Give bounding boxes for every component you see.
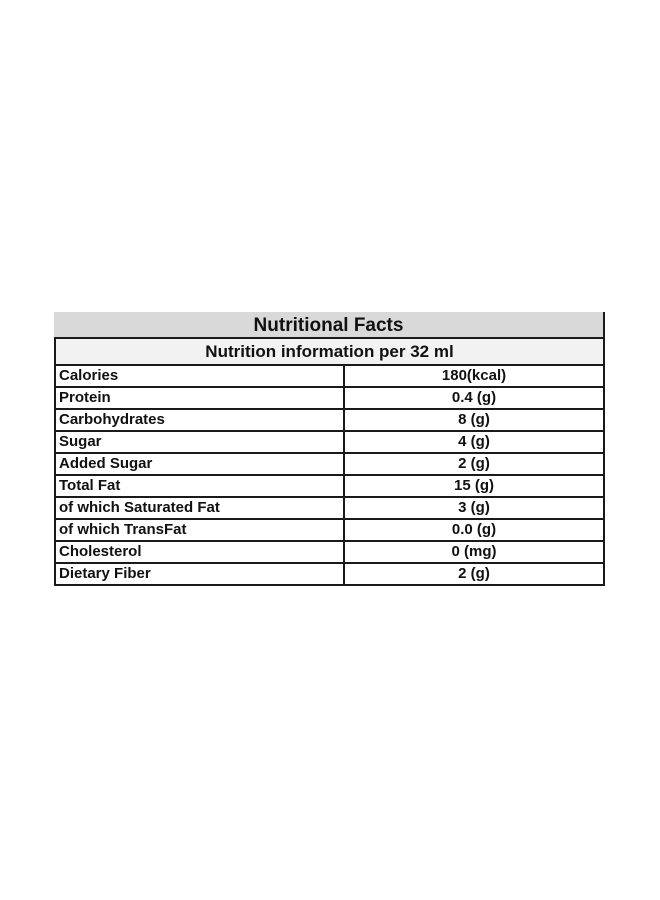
table-row <box>55 366 603 387</box>
table-row <box>55 563 603 584</box>
nutrient-value: 15 (g) <box>344 475 603 497</box>
nutrient-value: 2 (g) <box>344 453 603 475</box>
table-row <box>55 475 603 497</box>
nutrient-label: Dietary Fiber <box>55 563 344 584</box>
nutrient-label: Protein <box>55 387 344 409</box>
nutrition-facts-table <box>54 312 605 586</box>
nutrient-value: 3 (g) <box>344 497 603 519</box>
table-row <box>55 387 603 409</box>
nutrient-value: 2 (g) <box>344 563 603 584</box>
table-row <box>55 453 603 475</box>
nutrient-label: of which TransFat <box>55 519 344 541</box>
nutrient-label: Added Sugar <box>55 453 344 475</box>
table-row <box>55 431 603 453</box>
nutrient-value: 0.4 (g) <box>344 387 603 409</box>
nutrient-value: 4 (g) <box>344 431 603 453</box>
nutrient-label: Carbohydrates <box>55 409 344 431</box>
nutrient-value: 0.0 (g) <box>344 519 603 541</box>
table-row <box>55 409 603 431</box>
table-row <box>55 497 603 519</box>
nutrient-value: 8 (g) <box>344 409 603 431</box>
nutrient-value: 0 (mg) <box>344 541 603 563</box>
nutrient-label: Cholesterol <box>55 541 344 563</box>
nutrient-label: of which Saturated Fat <box>55 497 344 519</box>
table-row <box>55 519 603 541</box>
table-title: Nutritional Facts <box>54 312 603 339</box>
nutrient-label: Calories <box>55 366 344 387</box>
nutrient-label: Sugar <box>55 431 344 453</box>
nutrient-value: 180(kcal) <box>344 366 603 387</box>
nutrient-rows <box>54 366 603 584</box>
table-subtitle: Nutrition information per 32 ml <box>54 339 603 366</box>
table-row <box>55 541 603 563</box>
nutrient-label: Total Fat <box>55 475 344 497</box>
